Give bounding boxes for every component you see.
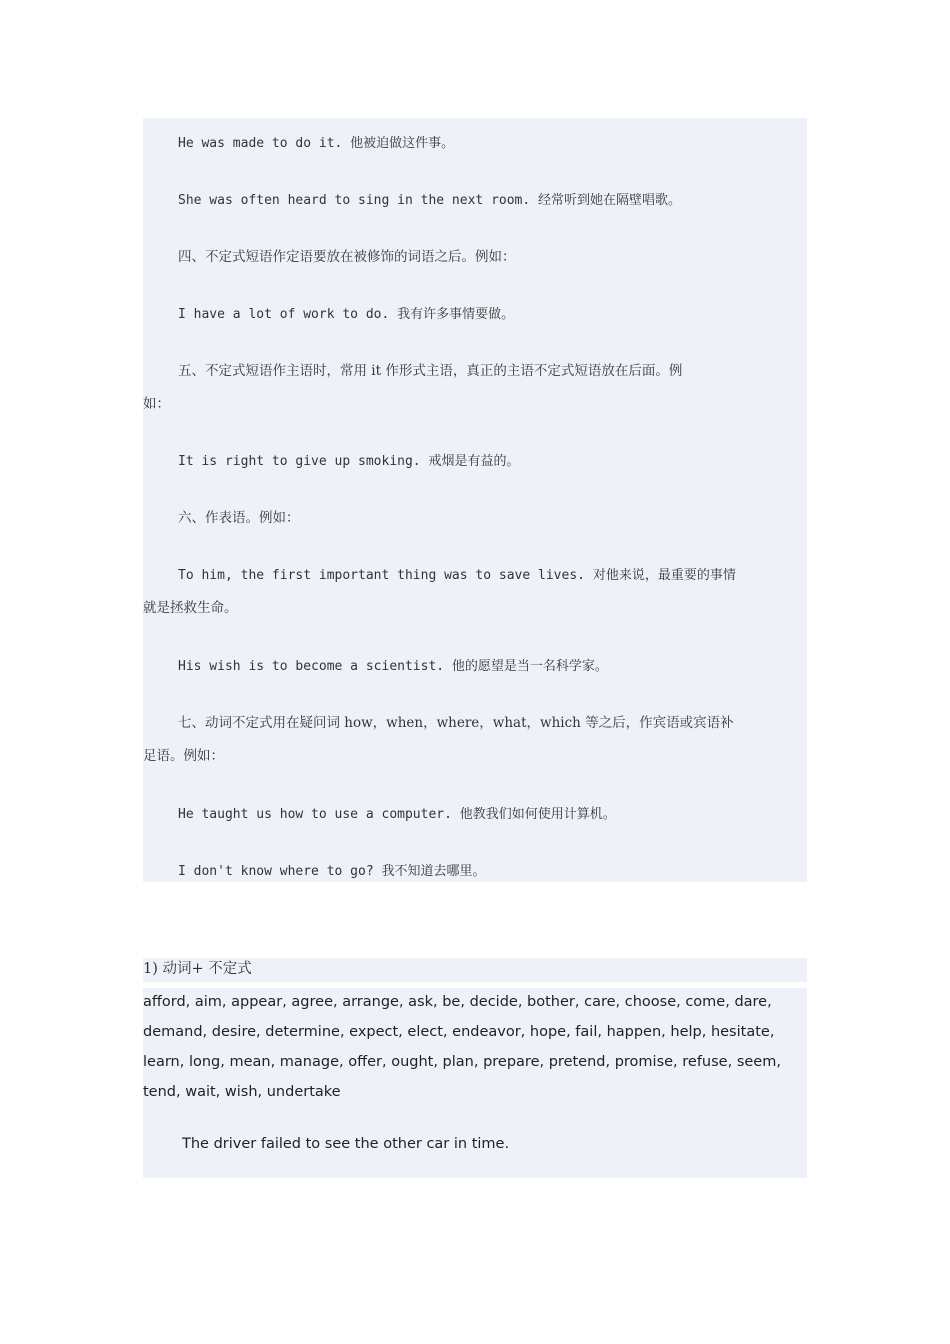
verb-list-line: tend, wait, wish, undertake	[143, 1084, 341, 1100]
example-line: To him, the first important thing was to save lives. 对他来说，最重要的事情	[178, 568, 736, 583]
rule-heading: 六、作表语。例如：	[178, 510, 300, 526]
verb-list-band	[143, 988, 807, 1018]
example-line: His wish is to become a scientist. 他的愿望是当一名科学家。	[178, 659, 608, 674]
verb-list-line: afford, aim, appear, agree, arrange, ask, be, decide, bother, care, choose, come, dare,	[143, 994, 772, 1010]
example-sentence: The driver failed to see the other car in time.	[182, 1136, 510, 1152]
example-line: It is right to give up smoking. 戒烟是有益的。	[178, 454, 520, 469]
section-heading-band	[143, 958, 807, 982]
rule-heading: 四、不定式短语作定语要放在被修饰的词语之后。例如：	[178, 249, 516, 265]
example-line: I have a lot of work to do. 我有许多事情要做。	[178, 307, 515, 322]
rule-heading-continued: 足语。例如：	[143, 748, 224, 764]
example-line: I don't know where to go? 我不知道去哪里。	[178, 864, 486, 879]
verb-list-band	[143, 1048, 807, 1078]
verb-list-line: learn, long, mean, manage, offer, ought, plan, prepare, pretend, promise, refuse, seem,	[143, 1054, 781, 1070]
example-band	[143, 1078, 807, 1178]
rule-heading-continued: 如：	[143, 396, 170, 412]
example-line: He was made to do it. 他被迫做这件事。	[178, 136, 455, 151]
example-panel	[143, 118, 807, 882]
rule-heading: 五、不定式短语作主语时，常用 it 作形式主语，真正的主语不定式短语放在后面。例	[178, 363, 683, 379]
example-line: He taught us how to use a computer. 他教我们如何使用计算机。	[178, 807, 616, 822]
rule-heading: 七、动词不定式用在疑问词 how，when，where，what，which 等之后，作宾语或宾语补	[178, 715, 734, 731]
example-line-continued: 就是拯救生命。	[143, 600, 238, 616]
example-line: She was often heard to sing in the next room. 经常听到她在隔壁唱歌。	[178, 193, 682, 208]
verb-list-line: demand, desire, determine, expect, elect, endeavor, hope, fail, happen, help, hesitate,	[143, 1024, 775, 1040]
verb-list-band	[143, 1018, 807, 1048]
section-heading: 1) 动词+ 不定式	[143, 961, 252, 977]
